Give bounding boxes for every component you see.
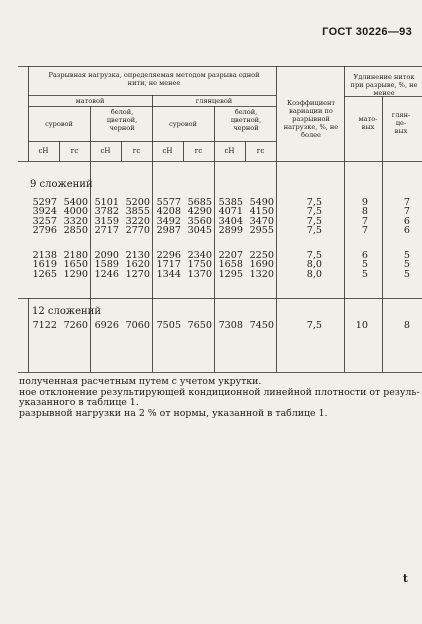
- table-cell: 1320: [249, 268, 274, 280]
- coef-header: Коэффициент вариации по разрывной нагрузке, %, не более: [283, 99, 339, 139]
- group-label-12: 12 сложений: [32, 306, 101, 317]
- table-cell: 1620: [125, 259, 150, 271]
- table-cell: 6: [403, 215, 410, 227]
- data-table: [18, 66, 422, 373]
- unit-cn: сН: [100, 147, 111, 155]
- table-cell: 3782: [94, 206, 119, 218]
- table-cell: 7: [361, 225, 368, 237]
- note-line: ное отклонение результирующей кондиционной линейной плотности от резуль-: [19, 386, 420, 398]
- table-cell: 2796: [32, 225, 57, 237]
- table-cell: 5: [403, 259, 410, 271]
- table-cell: 1265: [32, 268, 57, 280]
- unit-cn: сН: [38, 147, 49, 155]
- table-cell: 4150: [249, 206, 274, 218]
- table-cell: 7,5: [306, 206, 322, 218]
- table-cell: 5200: [125, 197, 150, 208]
- table-cell: 3470: [249, 215, 274, 227]
- table-cell: 2180: [63, 250, 88, 261]
- standard-code: ГОСТ 30226—93: [322, 26, 412, 38]
- table-cell: 4290: [187, 206, 212, 218]
- glossy-header: глянцевой: [195, 97, 233, 105]
- table-cell: 3220: [125, 215, 150, 227]
- elongation-glossy-header: глян-це-вых: [391, 111, 411, 135]
- table-cell: 5385: [218, 197, 243, 208]
- table-cell: 7,5: [306, 215, 322, 227]
- table-cell: 1295: [218, 268, 243, 280]
- note-line: разрывной нагрузки на 2 % от нормы, указанной в таблице 1.: [19, 407, 328, 419]
- table-cell: 3492: [156, 215, 181, 227]
- note-line: полученная расчетным путем с учетом укрутки.: [19, 376, 262, 387]
- table-cell: 1589: [94, 259, 119, 271]
- table-cell: 7: [403, 206, 410, 218]
- table-cell: 2130: [125, 250, 150, 261]
- table-cell: 1270: [125, 268, 150, 280]
- table-cell: 1370: [187, 268, 212, 280]
- table-cell: 1717: [156, 259, 181, 271]
- table-cell: 5101: [94, 197, 119, 208]
- table-cell: 7: [403, 197, 410, 208]
- table-cell: 8: [361, 206, 368, 218]
- unit-gs: гс: [194, 147, 203, 155]
- table-cell: 3257: [32, 215, 57, 227]
- table-cell: 7,5: [306, 250, 322, 261]
- table-cell: 2850: [63, 225, 88, 237]
- table-cell: 2138: [32, 250, 57, 261]
- table-cell: 2250: [249, 250, 274, 261]
- table-cell: 5685: [187, 197, 212, 208]
- table-cell: 2987: [156, 225, 181, 237]
- table-cell: 5: [361, 259, 368, 271]
- load-group-header: Разрывная нагрузка, определяемая методом разрыва одной нити, не менее: [48, 71, 260, 87]
- table-cell: 1690: [249, 259, 274, 271]
- table-cell: 5400: [63, 197, 88, 208]
- table-cell: 1246: [94, 268, 119, 280]
- unit-gs: гс: [132, 147, 141, 155]
- table-cell: 3404: [218, 215, 243, 227]
- group-label-9: 9 сложений: [30, 179, 93, 190]
- note-line: указанного в таблице 1.: [19, 397, 139, 408]
- matte-colored-header: белой, цветной, черной: [106, 108, 138, 132]
- table-cell: 1290: [63, 268, 88, 280]
- table-cell: 3924: [32, 206, 57, 218]
- table-cell: 1750: [187, 259, 212, 271]
- table-cell: 7450: [249, 320, 274, 331]
- table-cell: 7,5: [306, 320, 322, 331]
- table-cell: 7505: [156, 320, 181, 331]
- table-cell: 7122: [32, 320, 57, 331]
- table-cell: 5577: [156, 197, 181, 208]
- table-cell: 7308: [218, 320, 243, 331]
- table-cell: 5: [361, 268, 368, 280]
- table-cell: 8: [403, 320, 410, 331]
- table-cell: 2717: [94, 225, 119, 237]
- table-cell: 5: [403, 250, 410, 261]
- table-cell: 3320: [63, 215, 88, 227]
- elongation-header: Удлинение ниток при разрыве, %, не менее: [350, 73, 418, 97]
- table-cell: 3045: [187, 225, 212, 237]
- table-notes: [19, 377, 419, 419]
- table-cell: 7060: [125, 320, 150, 331]
- table-cell: 4071: [218, 206, 243, 218]
- table-cell: 7650: [187, 320, 212, 331]
- table-cell: 5297: [32, 197, 57, 208]
- table-cell: 4000: [63, 206, 88, 218]
- table-cell: 7260: [63, 320, 88, 331]
- matte-raw-header: суровой: [45, 120, 73, 128]
- table-cell: 2340: [187, 250, 212, 261]
- table-cell: 8,0: [306, 259, 322, 271]
- table-cell: 2899: [218, 225, 243, 237]
- table-cell: 4208: [156, 206, 181, 218]
- table-cell: 9: [361, 197, 368, 208]
- unit-cn: сН: [162, 147, 173, 155]
- table-cell: 10: [355, 320, 368, 331]
- table-cell: 2207: [218, 250, 243, 261]
- table-cell: 5: [403, 268, 410, 280]
- table-cell: 5490: [249, 197, 274, 208]
- table-cell: 1658: [218, 259, 243, 271]
- table-cell: 3159: [94, 215, 119, 227]
- table-cell: 1344: [156, 268, 181, 280]
- table-cell: 1650: [63, 259, 88, 271]
- unit-gs: гс: [256, 147, 265, 155]
- table-cell: 2296: [156, 250, 181, 261]
- table-cell: 6926: [94, 320, 119, 331]
- table-cell: 2955: [249, 225, 274, 237]
- glossy-colored-header: белой, цветной, черной: [230, 108, 262, 132]
- table-cell: 3855: [125, 206, 150, 218]
- table-cell: 8,0: [306, 268, 322, 280]
- table-cell: 6: [361, 250, 368, 261]
- table-cell: 7: [361, 215, 368, 227]
- table-cell: 6: [403, 225, 410, 237]
- elongation-matte-header: мато-вых: [358, 115, 378, 131]
- table-cell: 7,5: [306, 197, 322, 208]
- table-cell: 1619: [32, 259, 57, 271]
- matte-header: матовой: [75, 97, 105, 105]
- table-cell: 3560: [187, 215, 212, 227]
- unit-cn: сН: [224, 147, 235, 155]
- table-cell: 2770: [125, 225, 150, 237]
- glossy-raw-header: суровой: [169, 120, 197, 128]
- table-cell: 2090: [94, 250, 119, 261]
- unit-gs: гс: [70, 147, 79, 155]
- page-mark: t: [402, 572, 408, 585]
- table-cell: 7,5: [306, 225, 322, 237]
